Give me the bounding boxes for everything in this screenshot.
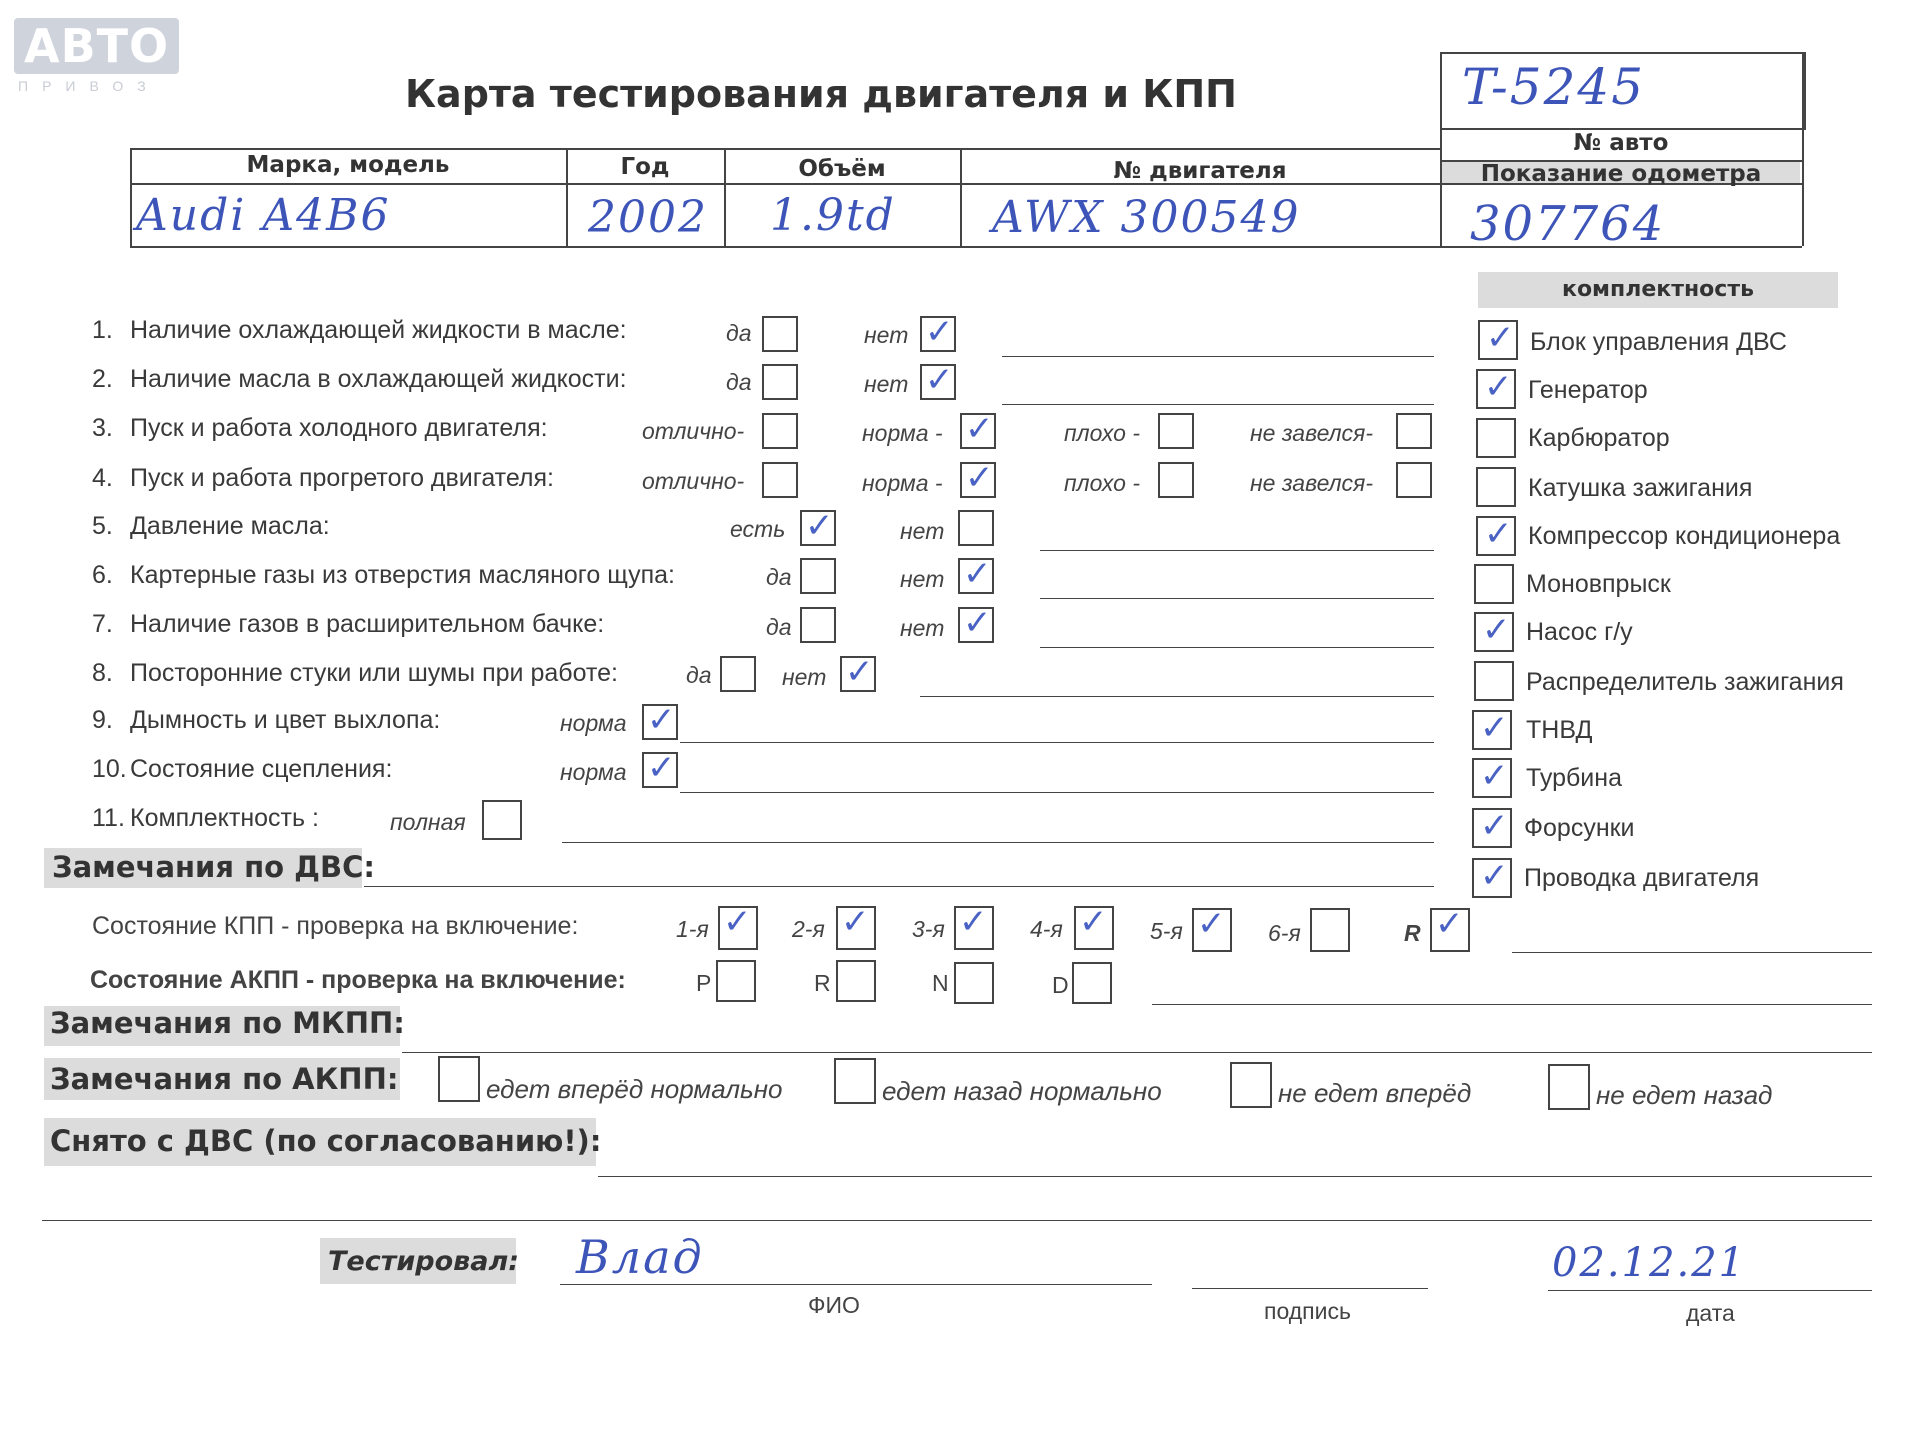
completeness-label: Распределитель зажигания xyxy=(1526,668,1844,696)
completeness-label: Блок управления ДВС xyxy=(1530,328,1787,356)
akpp-mode-label: N xyxy=(932,970,949,996)
option-label: да xyxy=(766,614,792,640)
checkbox-completeness-generator[interactable] xyxy=(1476,369,1516,409)
answer-line xyxy=(920,696,1434,697)
checkbox-gear-2[interactable] xyxy=(836,902,876,950)
value-volume: 1.9td xyxy=(770,190,896,241)
option-label: не завелся- xyxy=(1250,470,1374,496)
checkbox-q5-yes[interactable] xyxy=(800,506,836,546)
logo-sub: ПРИВОЗ xyxy=(18,78,160,94)
check-mark-icon: ✓ xyxy=(1480,756,1509,796)
checkbox-q10-norm[interactable] xyxy=(642,748,678,788)
check-mark-icon: ✓ xyxy=(963,554,992,594)
answer-line xyxy=(680,742,1434,743)
checkbox-q2-da[interactable] xyxy=(762,364,798,400)
akpp-mode-label: R xyxy=(814,970,831,996)
section-removed: Снято с ДВС (по согласованию!): xyxy=(50,1124,602,1158)
table-top-line xyxy=(130,148,1440,150)
tested-by-label: Тестировал: xyxy=(328,1246,520,1277)
option-label: нет xyxy=(782,664,827,690)
signature-label: подпись xyxy=(1264,1298,1351,1324)
header-auto-no: № авто xyxy=(1573,130,1669,156)
option-label: да xyxy=(686,662,712,688)
question-text: Картерные газы из отверстия масляного щупа: xyxy=(130,561,675,589)
header-odometer: Показание одометра xyxy=(1480,161,1762,187)
akpp-mode-label: D xyxy=(1052,972,1069,998)
drive-label: едет вперёд нормально xyxy=(486,1074,783,1104)
question-3 xyxy=(92,414,548,443)
completeness-label: Насос г/у xyxy=(1526,618,1633,646)
question-number: 11. xyxy=(92,804,125,832)
gear-label: 4-я xyxy=(1030,916,1063,942)
answer-line xyxy=(42,1220,1872,1221)
gear-label: 5-я xyxy=(1150,918,1183,944)
checkbox-q4-norm[interactable] xyxy=(960,458,996,498)
checkbox-completeness-ac-compressor[interactable] xyxy=(1476,516,1516,556)
check-mark-icon: ✓ xyxy=(1197,904,1226,944)
check-mark-icon: ✓ xyxy=(1484,367,1513,407)
drive-label: не едет вперёд xyxy=(1278,1078,1472,1108)
answer-line xyxy=(1002,404,1434,405)
check-mark-icon: ✓ xyxy=(1484,514,1513,554)
checkbox-q3-no-start[interactable] xyxy=(1396,413,1432,449)
check-mark-icon: ✓ xyxy=(1480,708,1509,748)
checkbox-completeness-ps-pump[interactable] xyxy=(1474,612,1514,652)
check-mark-icon: ✓ xyxy=(963,603,992,643)
checkbox-gear-r[interactable] xyxy=(1430,904,1470,952)
tester-name: Влад xyxy=(576,1230,704,1284)
gear-label: 2-я xyxy=(792,916,825,942)
checkbox-q4-excellent[interactable] xyxy=(762,462,798,498)
option-label: не завелся- xyxy=(1250,420,1374,446)
option-label: да xyxy=(726,369,752,395)
option-label: да xyxy=(726,320,752,346)
checkbox-q3-norm[interactable] xyxy=(960,409,996,449)
checkbox-no-reverse[interactable] xyxy=(1548,1064,1590,1110)
section-akpp-state: Состояние АКПП - проверка на включение: xyxy=(90,966,626,994)
drive-label: едет назад нормально xyxy=(882,1076,1162,1106)
check-mark-icon: ✓ xyxy=(959,902,988,942)
question-number: 9. xyxy=(92,706,113,734)
checkbox-q8-da[interactable] xyxy=(720,656,756,692)
checkbox-q11-full[interactable] xyxy=(482,800,522,840)
check-mark-icon: ✓ xyxy=(1480,856,1509,896)
question-text: Состояние сцепления: xyxy=(130,755,393,783)
completeness-label: Турбина xyxy=(1526,764,1622,792)
option-label: отлично- xyxy=(642,418,745,444)
question-text: Пуск и работа прогретого двигателя: xyxy=(130,464,554,492)
option-label: нет xyxy=(900,566,945,592)
checkbox-gear-4[interactable] xyxy=(1074,902,1114,950)
question-number: 3. xyxy=(92,414,113,442)
check-mark-icon: ✓ xyxy=(1482,610,1511,650)
completeness-label: Проводка двигателя xyxy=(1524,864,1760,892)
date-line xyxy=(1548,1290,1872,1291)
check-mark-icon: ✓ xyxy=(1079,902,1108,942)
answer-line xyxy=(598,1176,1872,1177)
checkbox-q4-bad[interactable] xyxy=(1158,462,1194,498)
question-7 xyxy=(92,610,604,639)
logo-main: АВТО xyxy=(14,18,179,74)
option-label: плохо - xyxy=(1064,470,1140,496)
gear-label: R xyxy=(1404,920,1421,946)
table-col-line xyxy=(1802,52,1804,246)
answer-line xyxy=(1040,550,1434,551)
signature-line xyxy=(1192,1288,1428,1289)
option-label: отлично- xyxy=(642,468,745,494)
value-engine-no: AWX 300549 xyxy=(992,192,1301,243)
question-text: Наличие масла в охлаждающей жидкости: xyxy=(130,365,627,393)
check-mark-icon: ✓ xyxy=(1435,904,1464,944)
answer-line xyxy=(1002,356,1434,357)
checkbox-no-forward[interactable] xyxy=(1230,1062,1272,1108)
section-akpp-remarks: Замечания по АКПП: xyxy=(50,1062,399,1096)
checkbox-q1-net[interactable] xyxy=(920,312,956,352)
checkbox-q5-no[interactable] xyxy=(958,510,994,546)
check-mark-icon: ✓ xyxy=(1486,318,1515,358)
option-label: есть xyxy=(730,516,786,542)
option-label: нет xyxy=(864,322,909,348)
question-text: Комплектность : xyxy=(130,804,319,832)
checkbox-q8-net[interactable] xyxy=(840,652,876,692)
value-year: 2002 xyxy=(588,192,708,243)
gear-label: 3-я xyxy=(912,916,945,942)
header-year: Год xyxy=(620,154,670,180)
check-mark-icon: ✓ xyxy=(805,506,834,546)
question-text: Посторонние стуки или шумы при работе: xyxy=(130,659,618,687)
check-mark-icon: ✓ xyxy=(647,748,676,788)
option-label: нет xyxy=(900,518,945,544)
checkbox-completeness-wiring[interactable] xyxy=(1472,858,1512,898)
checkbox-drive-back-ok[interactable] xyxy=(834,1058,876,1104)
question-number: 2. xyxy=(92,365,113,393)
question-number: 5. xyxy=(92,512,113,540)
gear-label: 1-я xyxy=(676,916,709,942)
value-brand-model: Audi A4B6 xyxy=(136,190,391,241)
question-10 xyxy=(92,755,392,784)
option-label: полная xyxy=(390,809,466,835)
checkbox-q6-net[interactable] xyxy=(958,554,994,594)
checkbox-akpp-d[interactable] xyxy=(1072,962,1112,1004)
checkbox-q9-norm[interactable] xyxy=(642,700,678,740)
question-number: 1. xyxy=(92,316,113,344)
checkbox-gear-5[interactable] xyxy=(1192,904,1232,952)
drive-label: не едет назад xyxy=(1596,1080,1773,1110)
option-label: да xyxy=(766,564,792,590)
fio-label: ФИО xyxy=(808,1292,860,1318)
check-mark-icon: ✓ xyxy=(841,902,870,942)
question-4 xyxy=(92,464,554,493)
checkbox-completeness-carburetor[interactable] xyxy=(1476,418,1516,458)
header-engine-no: № двигателя xyxy=(1113,158,1287,184)
checkbox-completeness-injectors[interactable] xyxy=(1472,808,1512,848)
question-number: 4. xyxy=(92,464,113,492)
checkbox-completeness-mono-injection[interactable] xyxy=(1474,564,1514,604)
checkbox-gear-3[interactable] xyxy=(954,902,994,950)
check-mark-icon: ✓ xyxy=(925,312,954,352)
checkbox-q6-da[interactable] xyxy=(800,558,836,594)
check-mark-icon: ✓ xyxy=(965,409,994,449)
checkbox-q4-no-start[interactable] xyxy=(1396,462,1432,498)
checkbox-completeness-distributor[interactable] xyxy=(1474,661,1514,701)
check-mark-icon: ✓ xyxy=(647,700,676,740)
checkbox-akpp-p[interactable] xyxy=(716,960,756,1002)
completeness-label: Форсунки xyxy=(1524,814,1635,842)
header-volume: Объём xyxy=(798,156,886,182)
answer-line xyxy=(1040,598,1434,599)
question-number: 10. xyxy=(92,755,127,783)
question-text: Давление масла: xyxy=(130,512,330,540)
question-text: Пуск и работа холодного двигателя: xyxy=(130,414,548,442)
date-label: дата xyxy=(1686,1300,1735,1326)
question-2 xyxy=(92,365,627,394)
akpp-mode-label: P xyxy=(696,970,712,996)
checkbox-q2-net[interactable] xyxy=(920,360,956,400)
value-odometer: 307764 xyxy=(1470,196,1666,252)
section-kpp-state: Состояние КПП - проверка на включение: xyxy=(92,912,579,940)
header-brand-model: Марка, модель xyxy=(246,152,450,178)
checkbox-q1-da[interactable] xyxy=(762,316,798,352)
check-mark-icon: ✓ xyxy=(965,458,994,498)
checkbox-q3-bad[interactable] xyxy=(1158,413,1194,449)
answer-line xyxy=(562,842,1434,843)
question-number: 8. xyxy=(92,659,113,687)
checkbox-akpp-r[interactable] xyxy=(836,960,876,1002)
answer-line xyxy=(680,792,1434,793)
completeness-label: Катушка зажигания xyxy=(1528,474,1753,502)
completeness-label: Генератор xyxy=(1528,376,1648,404)
question-5 xyxy=(92,512,330,541)
completeness-title: комплектность xyxy=(1562,277,1754,302)
checkbox-completeness-turbine[interactable] xyxy=(1472,758,1512,798)
page-title: Карта тестирования двигателя и КПП xyxy=(405,72,1237,116)
answer-line xyxy=(364,886,1434,887)
checkbox-q7-net[interactable] xyxy=(958,603,994,643)
section-mkpp-remarks: Замечания по МКПП: xyxy=(50,1006,405,1040)
checkbox-q3-excellent[interactable] xyxy=(762,413,798,449)
option-label: норма xyxy=(560,710,627,736)
fio-line xyxy=(560,1284,1152,1285)
check-mark-icon: ✓ xyxy=(1480,806,1509,846)
completeness-label: Карбюратор xyxy=(1528,424,1670,452)
answer-line xyxy=(1040,647,1434,648)
checkbox-q7-da[interactable] xyxy=(800,607,836,643)
option-label: плохо - xyxy=(1064,420,1140,446)
completeness-label: ТНВД xyxy=(1526,716,1593,744)
question-8 xyxy=(92,659,618,688)
section-dvs-remarks: Замечания по ДВС: xyxy=(52,850,375,884)
question-number: 7. xyxy=(92,610,113,638)
gear-label: 6-я xyxy=(1268,920,1301,946)
option-label: норма - xyxy=(862,470,943,496)
checkbox-akpp-n[interactable] xyxy=(954,962,994,1004)
question-9 xyxy=(92,706,440,735)
option-label: норма - xyxy=(862,420,943,446)
question-text: Дымность и цвет выхлопа: xyxy=(130,706,441,734)
brand-logo xyxy=(14,18,179,94)
answer-line xyxy=(1152,1004,1872,1005)
option-label: нет xyxy=(900,615,945,641)
check-mark-icon: ✓ xyxy=(845,652,874,692)
checkbox-gear-6[interactable] xyxy=(1310,908,1350,952)
auto-number-value: T-5245 xyxy=(1462,58,1646,116)
option-label: норма xyxy=(560,759,627,785)
completeness-label: Моновпрыск xyxy=(1526,570,1671,598)
option-label: нет xyxy=(864,371,909,397)
question-6 xyxy=(92,561,675,590)
question-text: Наличие газов в расширительном бачке: xyxy=(130,610,605,638)
checkbox-completeness-ecu[interactable] xyxy=(1478,320,1518,360)
question-1 xyxy=(92,316,627,345)
date-value: 02.12.21 xyxy=(1552,1240,1747,1286)
question-number: 6. xyxy=(92,561,113,589)
check-mark-icon: ✓ xyxy=(925,360,954,400)
check-mark-icon: ✓ xyxy=(723,902,752,942)
answer-line xyxy=(402,1052,1872,1053)
question-11 xyxy=(92,804,319,833)
checkbox-completeness-injection-pump[interactable] xyxy=(1472,710,1512,750)
completeness-label: Компрессор кондиционера xyxy=(1528,522,1841,550)
checkbox-gear-1[interactable] xyxy=(718,902,758,950)
checkbox-drive-forward-ok[interactable] xyxy=(438,1056,480,1102)
question-text: Наличие охлаждающей жидкости в масле: xyxy=(130,316,627,344)
checkbox-completeness-ignition-coil[interactable] xyxy=(1476,467,1516,507)
answer-line xyxy=(1512,952,1872,953)
